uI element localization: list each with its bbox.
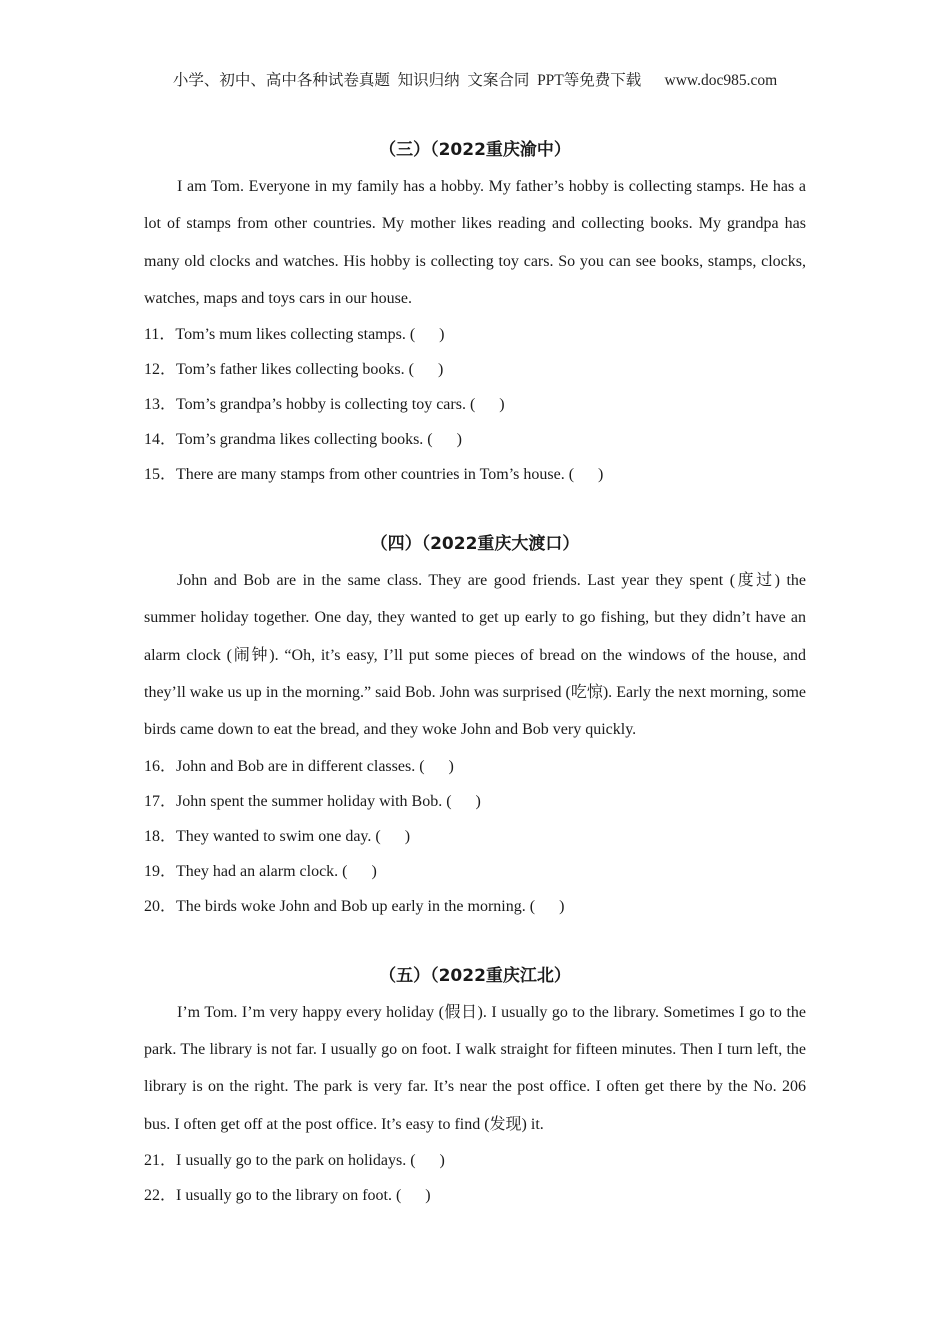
section-title: （三）（2022重庆渝中） [379,140,571,160]
reading-passage: I am Tom. Everyone in my family has a hobby. My father’s hobby is collecting stamps. He has a lot of stamps from other countries. My mother likes reading and collecting books. My grandpa has many old clocks and watches. His hobby is collecting toy cars. So you can see books, stamps, clocks, watches, maps and toys cars in our house. [144,178,806,307]
question-text: They wanted to swim one day. ( ) [176,827,411,845]
question-text: There are many stamps from other countries in Tom’s house. ( ) [176,466,604,484]
section-four [144,532,806,923]
question-item [144,317,806,352]
question-text: Tom’s grandma likes collecting books. ( ) [176,431,462,449]
question-number: 16． [144,757,177,775]
question-item [144,854,806,889]
question-item [144,387,806,422]
question-text: Tom’s father likes collecting books. ( ) [176,361,444,379]
question-text: The birds woke John and Bob up early in the morning. ( ) [176,897,565,915]
question-item [144,422,806,457]
question-number: 18． [144,827,177,845]
question-number: 11． [144,326,176,344]
question-item [144,889,806,924]
section-title: （五）（2022重庆江北） [379,965,571,986]
question-text: I usually go to the park on holidays. ( ) [176,1151,445,1169]
section-three [144,138,806,492]
question-text: Tom’s grandpa’s hobby is collecting toy cars. ( ) [176,396,505,414]
question-item [144,457,806,492]
question-item [144,1143,806,1178]
question-item [144,784,806,819]
question-number: 15． [144,466,177,484]
document-content [144,138,806,1253]
reading-passage: John and Bob are in the same class. They are good friends. Last year they spent (度过) the summer holiday together. One day, they wanted to get up early to go fishing, but they didn’t have an alarm clock (闹钟). “Oh, it’s easy, I’ll put some pieces of bread on the windows of the house, and they’ll wake us up in the morning.” said Bob. John was surprised (吃惊). Early the next morning, some birds came down to eat the bread, and they woke John and Bob very quickly. [144,572,806,739]
question-number: 21． [144,1151,177,1169]
question-text: John and Bob are in different classes. ( ) [176,757,454,775]
section-five [144,964,806,1213]
question-number: 12． [144,361,177,379]
question-number: 22． [144,1186,177,1204]
question-number: 19． [144,862,177,880]
question-number: 20． [144,897,177,915]
question-item [144,352,806,387]
page-header: 小学、初中、高中各种试卷真题 知识归纳 文案合同 PPT等免费下载 www.doc985.com [172,72,778,89]
question-number: 14． [144,431,177,449]
question-item [144,1178,806,1213]
question-text: John spent the summer holiday with Bob. ( ) [176,792,481,810]
question-text: I usually go to the library on foot. ( ) [176,1186,431,1204]
question-text: They had an alarm clock. ( ) [176,862,377,880]
question-item [144,749,806,784]
question-number: 13． [144,396,177,414]
question-number: 17． [144,792,177,810]
section-title: （四）（2022重庆大渡口） [370,534,580,555]
question-item [144,819,806,854]
question-text: Tom’s mum likes collecting stamps. ( ) [175,326,445,344]
reading-passage: I’m Tom. I’m very happy every holiday (假日). I usually go to the library. Sometimes I go to the park. The library is not far. I usually go on foot. I walk straight for fifteen minutes. Then I turn left, the library is on the right. The park is very far. It’s near the post office. I often get there by the No. 206 bus. I often get off at the post office. It’s easy to find (发现) it. [144,1003,806,1133]
